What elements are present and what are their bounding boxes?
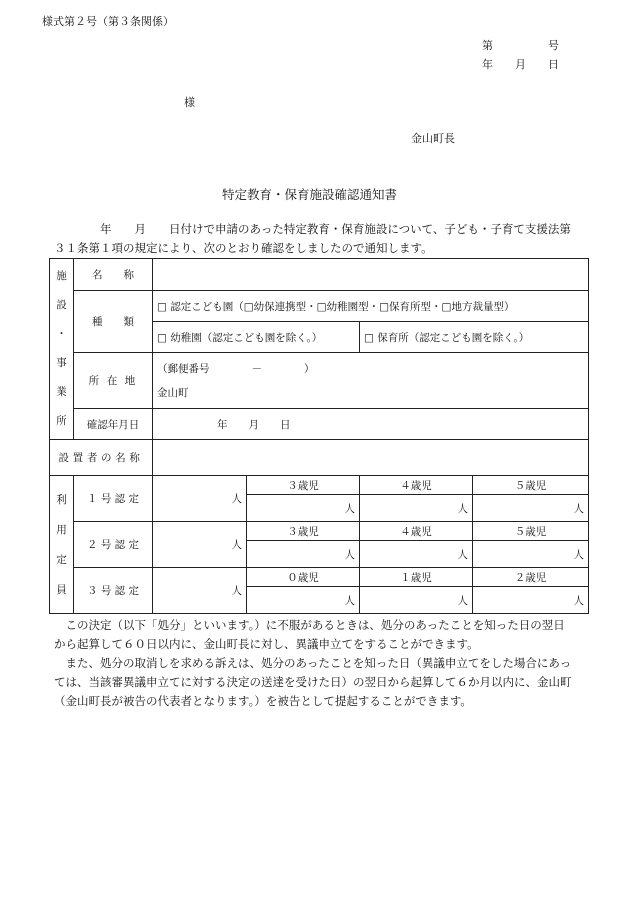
age-count-field[interactable]: 人 [473, 495, 589, 522]
age-count-field[interactable]: 人 [473, 541, 589, 568]
founder-name-label: 設置者の名称 [50, 440, 153, 476]
lead-paragraph [54, 220, 571, 258]
document-number-line: 第 号 [482, 39, 559, 52]
issuer-name: 金山町長 [411, 132, 455, 145]
age-header: ３歳児 [247, 522, 360, 541]
type-option-nintei-kodomoen[interactable]: □ 認定こども園（□幼保連携型・□幼稚園型・□保育所型・□地方裁量型） [153, 291, 589, 322]
lead-line: ３１条第１項の規定により、次のとおり確認をしましたので通知します。 [54, 241, 433, 255]
age-count-field[interactable]: 人 [247, 541, 360, 568]
type-option-nursery[interactable]: □ 保育所（認定こども園を除く。） [360, 322, 589, 353]
age-header: １歳児 [360, 568, 473, 587]
age-header: ０歳児 [247, 568, 360, 587]
notice-paragraph [54, 616, 572, 711]
age-count-field[interactable]: 人 [360, 587, 473, 614]
capacity-section-label: 利 用 定 員 [50, 476, 74, 614]
certification-2-total-field[interactable]: 人 [153, 522, 247, 568]
town-name: 金山町 [157, 386, 189, 399]
age-header: ４歳児 [360, 522, 473, 541]
type-label: 種 類 [74, 291, 153, 353]
age-header: ４歳児 [360, 476, 473, 495]
age-header: ２歳児 [473, 568, 589, 587]
confirmation-form-table [49, 258, 589, 614]
certification-1-label: １ 号 認 定 [74, 476, 153, 522]
age-count-field[interactable]: 人 [360, 495, 473, 522]
age-count-field[interactable]: 人 [360, 541, 473, 568]
postal-code-line: （郵便番号 － ） [157, 362, 315, 375]
age-count-field[interactable]: 人 [473, 587, 589, 614]
lead-line: 年 月 日付けで申請のあった特定教育・保育施設について、子ども・子育て支援法第 [54, 222, 571, 236]
document-date-line: 年 月 日 [482, 58, 559, 71]
age-count-field[interactable]: 人 [247, 587, 360, 614]
certification-2-label: ２ 号 認 定 [74, 522, 153, 568]
page-title: 特定教育・保育施設確認通知書 [222, 187, 398, 202]
certification-3-total-field[interactable]: 人 [153, 568, 247, 614]
addressee-suffix: 様 [184, 96, 195, 109]
notice-line: （金山町長が被告の代表者となります。）を被告として提起することができます。 [54, 694, 472, 708]
notice-line: から起算して６０日以内に、金山町長に対し、異議申立てをすることができます。 [54, 637, 479, 651]
certification-3-label: ３ 号 認 定 [74, 568, 153, 614]
address-label: 所 在 地 [74, 353, 153, 409]
facility-section-label: 施 設 ・ 事 業 所 [50, 259, 74, 440]
age-header: ５歳児 [473, 476, 589, 495]
name-field[interactable] [153, 259, 589, 291]
age-header: ３歳児 [247, 476, 360, 495]
founder-name-field[interactable] [153, 440, 589, 476]
confirm-date-field[interactable]: 年 月 日 [153, 409, 589, 440]
notice-line: また、処分の取消しを求める訴えは、処分のあったことを知った日（異議申立てをした場合にあっ [54, 656, 572, 670]
age-count-field[interactable]: 人 [247, 495, 360, 522]
confirm-date-label: 確認年月日 [74, 409, 153, 440]
type-option-kindergarten[interactable]: □ 幼稚園（認定こども園を除く。） [153, 322, 360, 353]
name-label: 名 称 [74, 259, 153, 291]
notice-line: この決定（以下「処分」といいます。）に不服があるときは、処分のあったことを知った日の翌日 [54, 618, 565, 632]
form-number: 様式第２号（第３条関係） [42, 15, 174, 28]
address-field[interactable] [153, 353, 589, 409]
age-header: ５歳児 [473, 522, 589, 541]
certification-1-total-field[interactable]: 人 [153, 476, 247, 522]
notice-line: ては、当該審異議申立てに対する決定の送達を受けた日）の翌日から起算して６か月以内に、金山町 [54, 675, 572, 689]
